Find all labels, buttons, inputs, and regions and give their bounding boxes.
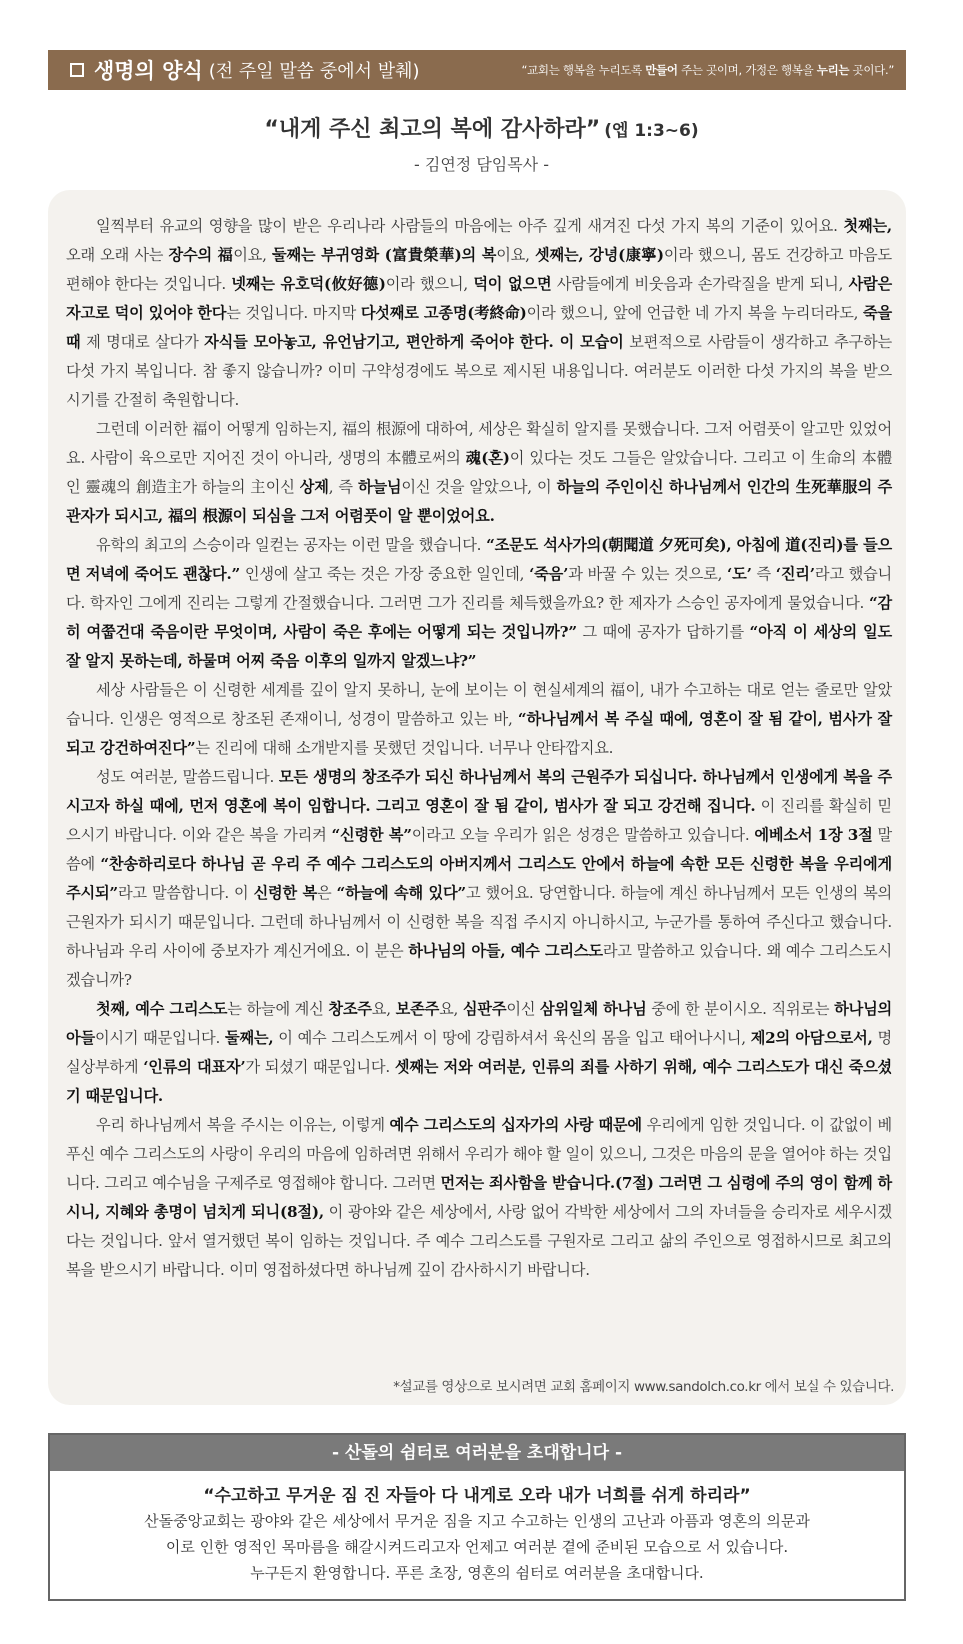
emphasized-text: 첫째, 예수 그리스도: [96, 1000, 228, 1018]
body-text: 유학의 최고의 스승이라 일컫는 공자는 이런 말을 했습니다.: [96, 536, 487, 554]
body-text: 성도 여러분, 말씀드립니다.: [96, 768, 279, 786]
emphasized-text: 셋째는 저와 여러분, 인류의 죄를 사하기 위해, 예수 그리스도가 대신 죽으셨기 때문입니다.: [66, 1058, 893, 1105]
body-text: 이라 했으니, 앞에 언급한 네 가지 복을 누리더라도,: [526, 304, 864, 322]
invitation-header: - 산돌의 쉼터로 여러분을 초대합니다 -: [50, 1435, 904, 1471]
body-text: 요,: [439, 1000, 463, 1018]
body-text: 은: [316, 884, 337, 902]
section-title: 생명의 양식: [94, 59, 203, 83]
emphasized-text: ‘도’: [727, 565, 752, 583]
sermon-paragraph: [66, 212, 892, 415]
header-motto: “교회는 행복을 누리도록 만들어 주는 곳이며, 가정은 행복을 누리는 곳이다.”: [521, 63, 894, 77]
emphasized-text: 창조주: [328, 1000, 372, 1018]
body-text: 라고 말씀합니다. 이: [117, 884, 254, 902]
body-text: 는 것입니다. 마지막: [226, 304, 361, 322]
sermon-author: - 김연정 담임목사 -: [414, 155, 549, 174]
scripture-reference: (엡 1:3~6): [604, 121, 699, 141]
emphasized-text: “감히 여쭙건대 죽음이란 무엇이며, 사람이 죽은 후에는 어떻게 되는 것입니까?”: [66, 594, 892, 641]
sermon-paragraph: [66, 995, 892, 1111]
body-text: 가 되셨기 때문입니다.: [245, 1058, 395, 1076]
emphasized-text: “조문도 석사가의(朝聞道 夕死可矣), 아침에 道(진리)를 들으면 저녁에 죽어도 괜찮다.”: [66, 536, 892, 583]
emphasized-text: 넷째는 유호덕(攸好德): [231, 275, 386, 293]
emphasized-text: 예수 그리스도의 십자가의 사랑 때문에: [389, 1116, 642, 1134]
emphasized-text: 하늘님: [357, 478, 402, 496]
body-text: 제 명대로 살다가: [80, 333, 205, 351]
emphasized-text: “신령한 복”: [331, 826, 412, 844]
emphasized-text: 먼저는 죄사함을 받습니다.(7절) 그러면 그 심령에 주의 영이 함께 하시니, 지혜와 총명이 넘치게 되니(8절),: [66, 1174, 892, 1221]
body-text: 우리 하나님께서 복을 주시는 이유는, 이렇게: [96, 1116, 390, 1134]
square-icon: [70, 63, 84, 77]
invitation-line: 누구든지 환영합니다. 푸른 초장, 영혼의 쉼터로 여러분을 초대합니다.: [250, 1564, 704, 1582]
emphasized-text: 모든 생명의 창조주가 되신 하나님께서 복의 근원주가 되십니다. 하나님께서 인생에게 복을 주시고자 하실 때에, 먼저 영혼에 복이 임합니다. 그리고 영혼이 잘 됨 같이, 범사가 잘 되고 강건해 집니다.: [66, 768, 892, 815]
emphasized-text: 죽을 때: [66, 304, 892, 351]
body-text: 라고 했습니다. 학자인 그에게 진리는 그렇게 간절했습니다. 그러면 그가 진리를 체득했을까요? 한 제자가 스승인 공자에게 물었습니다.: [66, 565, 893, 612]
emphasized-text: 제2의 아담으로서,: [750, 1029, 873, 1047]
invitation-text: [50, 1508, 904, 1586]
emphasized-text: ‘진리’: [775, 565, 815, 583]
body-text: 세상 사람들은 이 신령한 세계를 깊이 알지 못하니, 눈에 보이는 이 현실세계의 福이, 내가 수고하는 대로 얻는 줄로만 알았습니다. 인생은 영적으로 창조된 존재이니, 성경이 말씀하고 있는 바,: [66, 681, 892, 728]
invitation-line: 산돌중앙교회는 광야와 같은 세상에서 무거운 짐을 지고 수고하는 인생의 고난과 아픔과 영혼의 의문과: [144, 1512, 810, 1530]
invitation-quote: “수고하고 무거운 짐 진 자들아 다 내게로 오라 내가 너희를 쉬게 하리라”: [203, 1486, 751, 1506]
emphasized-text: 자식들 모아놓고, 유언남기고, 편안하게 죽어야 한다. 이 모습이: [204, 333, 624, 351]
body-text: 이 있다는 것도 그들은 알았습니다. 그리고 이 生命의 本體인 靈魂의 創造主가 하늘의 主이신: [66, 449, 892, 496]
sermon-title: [0, 112, 963, 143]
body-text: 이라 했으니, 몸도 건강하고 마음도 편해야 한다는 것입니다.: [66, 246, 892, 293]
body-text: 그 때에 공자가 답하기를: [576, 623, 750, 641]
emphasized-text: 첫째는,: [843, 217, 892, 235]
body-text: 중에 한 분이시오. 직위로는: [646, 1000, 835, 1018]
sermon-paragraph: [66, 531, 892, 676]
body-text: 이시기 때문입니다.: [94, 1029, 225, 1047]
body-text: 이요,: [233, 246, 272, 264]
emphasized-text: “하늘에 속해 있다”: [336, 884, 466, 902]
emphasized-text: 심판주: [462, 1000, 507, 1018]
emphasized-text: ‘인류의 대표자’: [143, 1058, 246, 1076]
sermon-title-text: “내게 주신 최고의 복에 감사하라”: [264, 117, 601, 142]
body-text: 이신 것을 알았으나, 이: [401, 478, 557, 496]
body-text: 이 진리를 확실히 믿으시기 바랍니다. 이와 같은 복을 가리켜: [66, 797, 892, 844]
sermon-paragraph: [66, 676, 892, 763]
body-text: 이라고 오늘 우리가 읽은 성경은 말씀하고 있습니다.: [411, 826, 755, 844]
emphasized-text: 사람은 자고로 덕이 있어야 한다: [66, 275, 892, 322]
emphasized-text: 둘째는,: [224, 1029, 274, 1047]
body-text: 우리에게 임한 것입니다. 이 값없이 베푸신 예수 그리스도의 사랑이 우리의 마음에 임하려면 위해서 우리가 해야 할 일이 있으니, 그것은 마음의 문을 열어야 하는 것입니다. 그리고 예수님을 구제주로 영접해야 합니다. 그러면: [66, 1116, 893, 1192]
body-text: 과 바꿀 수 있는 것으로,: [568, 565, 728, 583]
body-text: 인생에 살고 죽는 것은 가장 중요한 일인데,: [240, 565, 530, 583]
emphasized-text: 셋째는, 강녕(康寧): [534, 246, 664, 264]
emphasized-text: 덕이 없으면: [473, 275, 552, 293]
body-text: 오래 오래 사는: [66, 246, 169, 264]
sermon-paragraph: [66, 763, 892, 995]
body-text: 일찍부터 유교의 영향을 많이 받은 우리나라 사람들의 마음에는 아주 깊게 새겨진 다섯 가지 복의 기준이 있어요.: [96, 217, 844, 235]
emphasized-text: 보존주: [395, 1000, 440, 1018]
emphasized-text: 다섯째로 고종명(考終命): [360, 304, 527, 322]
body-text: 이 예수 그리스도께서 이 땅에 강림하셔서 육신의 몸을 입고 태어나시니,: [273, 1029, 751, 1047]
body-text: 말씀에: [66, 826, 893, 873]
emphasized-text: 하나님의 아들: [66, 1000, 893, 1047]
body-text: 요,: [371, 1000, 396, 1018]
emphasized-text: 신령한 복: [253, 884, 317, 902]
body-text: , 즉: [328, 478, 358, 496]
body-text: 는 진리에 대해 소개받지를 못했던 것입니다. 너무나 안타깝지요.: [195, 739, 614, 757]
section-header-bar: [48, 50, 906, 90]
invitation-box: [48, 1433, 906, 1601]
sermon-paragraph: [66, 1111, 892, 1285]
emphasized-text: “하나님께서 복 주실 때에, 영혼이 잘 됨 같이, 범사가 잘되고 강건하여진다”: [66, 710, 892, 757]
body-text: 즉: [751, 565, 776, 583]
body-text: 이신: [506, 1000, 541, 1018]
body-text: 는 하늘에 계신: [227, 1000, 329, 1018]
emphasized-text: 삼위일체 하나님: [540, 1000, 647, 1018]
body-text: 이 광야와 같은 세상에서, 사랑 없어 각박한 세상에서 그의 자녀들을 승리자로 세우시겠다는 것입니다. 앞서 열거했던 복이 임하는 것입니다. 주 예수 그리스도를 구원자로 그리고 삶의 주인으로 영접하시므로 최고의 복을 받으시기 바랍니다. 이미 영접하셨다면 하나님께 깊이 감사하시기 바랍니다.: [66, 1203, 892, 1279]
invitation-line: 이로 인한 영적인 목마름을 해갈시켜드리고자 언제고 여러분 곁에 준비된 모습으로 서 있습니다.: [165, 1538, 789, 1556]
sermon-paragraph: [66, 415, 892, 531]
body-text: 명실상부하게: [66, 1029, 892, 1076]
emphasized-text: 하늘의 주인이신 하나님께서 인간의 生死華服의 주관자가 되시고, 福의 根源이 되심을 그저 어렴풋이 알 뿐이었어요.: [66, 478, 892, 525]
body-text: 사람들에게 비웃음과 손가락질을 받게 되니,: [551, 275, 849, 293]
body-text: 그런데 이러한 福이 어떻게 임하는지, 福의 根源에 대하여, 세상은 확실히 알지를 못했습니다. 그저 어렴풋이 알고만 있었어요. 사람이 육으로만 지어진 것이 아니라, 생명의 本體로써의: [66, 420, 892, 467]
body-text: 이라 했으니,: [385, 275, 474, 293]
emphasized-text: 상제: [299, 478, 329, 496]
video-footnote: *설교를 영상으로 보시려면 교회 홈페이지 www.sandolch.co.kr 에서 보실 수 있습니다.: [393, 1379, 894, 1395]
emphasized-text: 둘째는 부귀영화 (富貴榮華)의 복: [271, 246, 497, 264]
emphasized-text: ‘죽음’: [529, 565, 569, 583]
body-text: 고 했어요. 당연합니다. 하늘에 계신 하나님께서 모든 인생의 복의 근원자가 되시기 때문입니다. 그런데 하나님께서 이 신령한 복을 직접 주시지 아니하시고, 누군가를 통하여 주신다고 했습니다. 하나님과 우리 사이에 중보자가 계신거에요. 이 분은: [66, 884, 893, 960]
emphasized-text: “아직 이 세상의 일도 잘 알지 못하는데, 하물며 어찌 죽음 이후의 일까지 알겠느냐?”: [66, 623, 892, 670]
emphasized-text: 장수의 福: [168, 246, 234, 264]
sermon-body: [48, 190, 906, 1405]
body-text: 라고 말씀하고 있습니다. 왜 예수 그리스도시겠습니까?: [66, 942, 892, 989]
section-subtitle: (전 주일 말씀 중에서 발췌): [208, 61, 420, 82]
emphasized-text: “찬송하리로다 하나님 곧 우리 주 예수 그리스도의 아버지께서 그리스도 안에서 하늘에 속한 모든 신령한 복을 우리에게 주시되”: [66, 855, 892, 902]
emphasized-text: 에베소서 1장 3절: [754, 826, 873, 844]
sermon-paragraphs: [66, 212, 892, 1285]
body-text: 보편적으로 사람들이 생각하고 추구하는 다섯 가지 복입니다. 참 좋지 않습니까? 이미 구약성경에도 복으로 제시된 내용입니다. 여러분도 이러한 다섯 가지의 복을 받으시기를 간절히 축원합니다.: [66, 333, 893, 409]
body-text: 이요,: [496, 246, 535, 264]
emphasized-text: 하나님의 아들, 예수 그리스도: [408, 942, 603, 960]
emphasized-text: 魂(혼): [465, 449, 510, 467]
